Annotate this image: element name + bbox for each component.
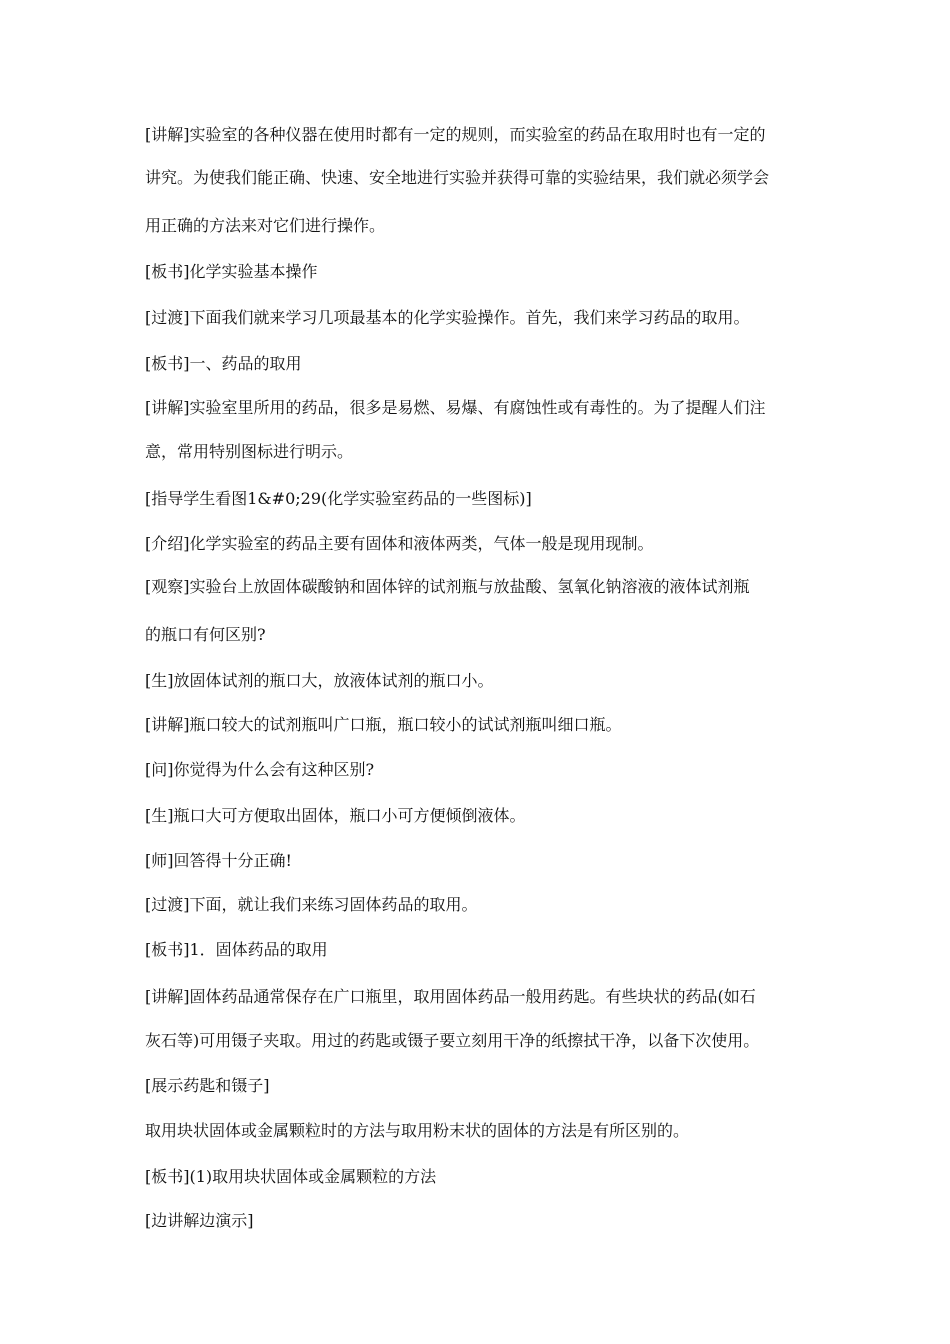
text-line: [过渡]下面我们就来学习几项最基本的化学实验操作。首先，我们来学习药品的取用。	[145, 308, 750, 327]
text-line: [指导学生看图1&#0;29(化学实验室药品的一些图标)]	[145, 489, 532, 508]
text-line: [过渡]下面，就让我们来练习固体药品的取用。	[145, 895, 478, 914]
text-line: [观察]实验台上放固体碳酸钠和固体锌的试剂瓶与放盐酸、氢氧化钠溶液的液体试剂瓶	[145, 577, 750, 596]
text-line: 讲究。为使我们能正确、快速、安全地进行实验并获得可靠的实验结果，我们就必须学会	[145, 168, 770, 187]
text-line: [板书]一、药品的取用	[145, 354, 302, 373]
text-line: [讲解]瓶口较大的试剂瓶叫广口瓶，瓶口较小的试试剂瓶叫细口瓶。	[145, 715, 622, 734]
text-line: [问]你觉得为什么会有这种区别?	[145, 760, 375, 779]
text-line: [生]放固体试剂的瓶口大，放液体试剂的瓶口小。	[145, 671, 494, 690]
text-line: [讲解]实验室里所用的药品，很多是易燃、易爆、有腐蚀性或有毒性的。为了提醒人们注	[145, 398, 766, 417]
text-line: [板书](1)取用块状固体或金属颗粒的方法	[145, 1167, 437, 1186]
text-line: 取用块状固体或金属颗粒时的方法与取用粉末状的固体的方法是有所区别的。	[145, 1121, 690, 1140]
text-line: 意，常用特别图标进行明示。	[145, 442, 354, 461]
text-line: [展示药匙和镊子]	[145, 1076, 270, 1095]
text-line: [边讲解边演示]	[145, 1211, 254, 1230]
text-line: [板书]1．固体药品的取用	[145, 940, 328, 959]
text-line: 用正确的方法来对它们进行操作。	[145, 216, 386, 235]
document-body	[145, 121, 807, 1235]
text-line: [讲解]固体药品通常保存在广口瓶里，取用固体药品一般用药匙。有些块状的药品(如石	[145, 987, 756, 1006]
text-line: [师]回答得十分正确!	[145, 851, 292, 870]
text-line: [生]瓶口大可方便取出固体，瓶口小可方便倾倒液体。	[145, 806, 526, 825]
text-line: [介绍]化学实验室的药品主要有固体和液体两类，气体一般是现用现制。	[145, 534, 654, 553]
text-line: 灰石等)可用镊子夹取。用过的药匙或镊子要立刻用干净的纸擦拭干净，以备下次使用。	[145, 1031, 760, 1050]
text-line: 的瓶口有何区别?	[145, 625, 266, 644]
text-line: [板书]化学实验基本操作	[145, 262, 318, 281]
text-line: [讲解]实验室的各种仪器在使用时都有一定的规则，而实验室的药品在取用时也有一定的	[145, 125, 766, 144]
